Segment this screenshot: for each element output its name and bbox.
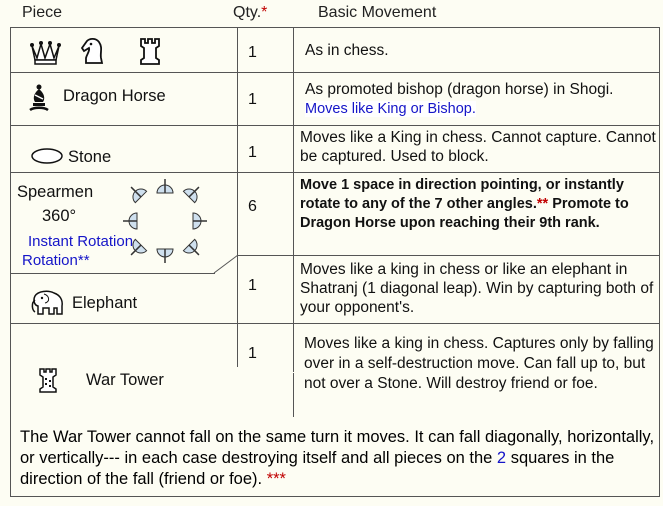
footnote-mark: ***	[266, 470, 286, 488]
qty-header-label: Qty.	[233, 4, 262, 21]
movement-column-header: Basic Movement	[318, 4, 437, 21]
movement-text: As in chess.	[305, 42, 389, 59]
row-divider	[10, 72, 660, 73]
footnote-text-end: squares in the direction of the fall (friend or foe).	[20, 449, 615, 488]
bishop-icon	[28, 83, 50, 113]
queen-icon	[28, 38, 63, 66]
row-divider	[10, 323, 660, 324]
qty-value: 1	[248, 345, 257, 362]
piece-column-header: Piece	[22, 4, 63, 21]
movement-main: As promoted bishop (dragon horse) in Shogi.	[305, 81, 614, 98]
rook-icon	[138, 36, 162, 66]
movement-main: Move 1 space in direction pointing, or instantly rotate to any of the 7 other angles.	[300, 177, 624, 212]
qty-value: 1	[248, 277, 257, 294]
piece-note-line2: Rotation**	[22, 252, 90, 269]
column-divider-qty	[237, 27, 238, 367]
qty-value: 6	[248, 198, 257, 215]
qty-value: 1	[248, 91, 257, 108]
piece-angle: 360°	[42, 207, 77, 225]
movement-text: Moves like a king in chess. Captures only by falling over in a self-destruction move. Can fall up to, but not over a Stone. Will destroy friend or foe.	[304, 335, 654, 392]
column-divider-movement	[293, 27, 294, 417]
piece-name: Stone	[68, 148, 112, 166]
row-divider	[10, 273, 215, 274]
piece-name: War Tower	[86, 371, 164, 389]
footnote-text: The War Tower cannot fall on the same turn it moves. It can fall diagonally, horizontally, or vertically--- in each case destroying itself and all pieces on the	[20, 428, 655, 467]
piece-name: Spearmen	[17, 183, 94, 201]
movement-mark: **	[536, 196, 549, 212]
qty-value: 1	[248, 44, 257, 61]
row-divider	[10, 172, 660, 173]
qty-column-header	[233, 4, 267, 22]
movement-text: Moves like a King in chess. Cannot capture. Cannot be captured. Used to block.	[300, 129, 656, 165]
movement-promotion: Promote to Dragon Horse upon reaching their 9th rank.	[300, 196, 629, 231]
war-tower-icon	[38, 367, 58, 393]
qty-header-mark: *	[261, 4, 268, 21]
qty-value: 1	[248, 144, 257, 161]
war-tower-footnote	[20, 427, 655, 490]
footnote-count: 2	[496, 449, 507, 467]
piece-name: Elephant	[72, 294, 138, 312]
piece-name: Dragon Horse	[63, 87, 166, 105]
piece-note: Instant Rotation	[28, 233, 134, 250]
movement-note: Moves like King or Bishop.	[305, 101, 476, 117]
movement-text: Moves like a king in chess or like an elephant in Shatranj (1 diagonal leap). Win by capturing both of your opponent's.	[300, 261, 654, 316]
row-divider	[237, 255, 660, 256]
elephant-icon	[30, 288, 68, 318]
spearman-icon	[110, 175, 220, 267]
stone-icon	[30, 147, 64, 165]
movement-text	[305, 80, 645, 119]
movement-text	[300, 176, 655, 233]
knight-icon	[78, 36, 108, 66]
note-mark: **	[77, 252, 90, 269]
row-divider	[10, 125, 660, 126]
